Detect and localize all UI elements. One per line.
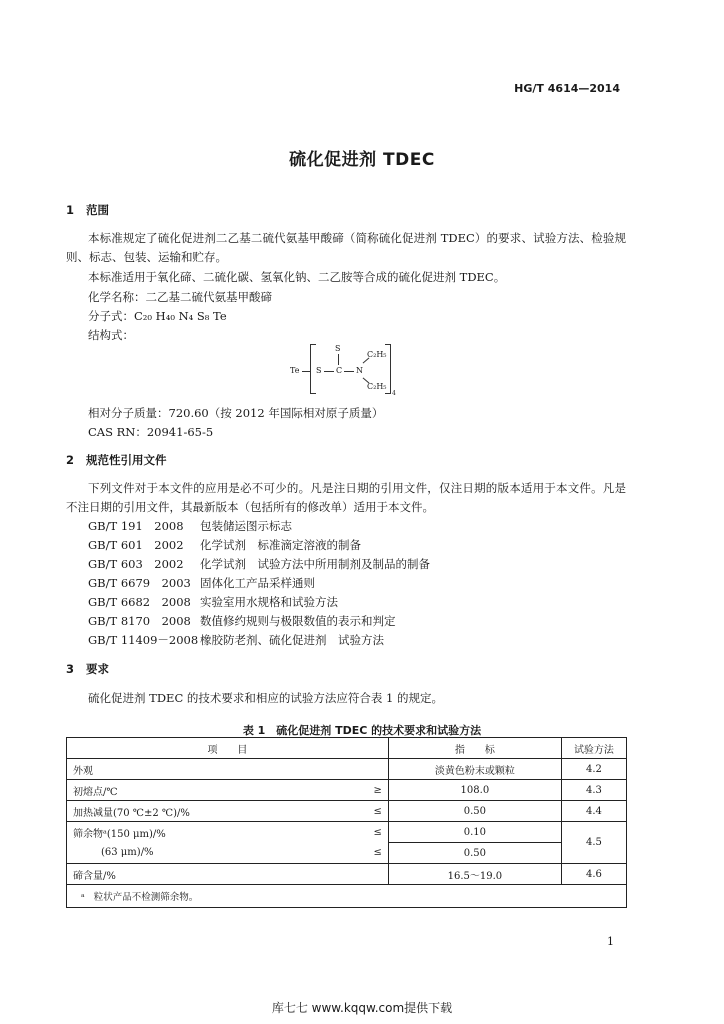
table-header-row	[67, 738, 627, 759]
reference-item	[88, 575, 315, 591]
document-title: 硫化促进剂 TDEC	[289, 150, 435, 170]
atom-te: Te	[290, 366, 300, 375]
item-cell: 初熔点/℃	[67, 780, 356, 801]
relation-cell: ≤	[356, 822, 389, 843]
page-number: 1	[607, 935, 614, 948]
reference-item	[88, 556, 430, 572]
reference-code: GB/T 11409－2008	[88, 633, 199, 647]
download-footer: 库七七 www.kqqw.com提供下载	[271, 1001, 453, 1015]
table-caption: 表 1 硫化促进剂 TDEC 的技术要求和试验方法	[242, 724, 482, 737]
item-cell: 外观	[67, 759, 356, 780]
atom-n: N	[356, 366, 363, 375]
bond-line	[344, 371, 354, 372]
section-2-heading	[66, 452, 167, 468]
structural-formula	[290, 342, 400, 400]
reference-item	[88, 594, 338, 610]
relation-cell	[356, 864, 389, 885]
standard-number: HG/T 4614—2014	[514, 82, 620, 95]
reference-code: GB/T 6679 2003	[88, 576, 191, 590]
formula-label: 分子式：	[88, 309, 134, 323]
subscript-4: 4	[392, 390, 396, 397]
atom-s: S	[316, 366, 322, 375]
table-row	[67, 780, 627, 801]
reference-item	[88, 518, 292, 534]
relation-cell: ≤	[356, 801, 389, 822]
reference-item	[88, 537, 361, 553]
section-3-heading	[66, 661, 109, 677]
column-header: 项 目	[67, 738, 389, 759]
reference-title: 数值修约规则与极限数值的表示和判定	[200, 614, 396, 628]
ethyl-group-top: C₂H₅	[367, 350, 387, 359]
reference-code: GB/T 603 2002	[88, 557, 184, 571]
value-cell: 淡黄色粉末或颗粒	[388, 759, 561, 780]
table-row	[67, 759, 627, 780]
requirements-paragraph: 硫化促进剂 TDEC 的技术要求和相应的试验方法应符合表 1 的规定。	[88, 691, 444, 705]
column-header: 试验方法	[561, 738, 626, 759]
reference-item	[88, 632, 384, 648]
chemical-name: 化学名称：二乙基二硫代氨基甲酸碲	[88, 290, 272, 304]
value-cell: 0.50	[388, 843, 561, 864]
method-cell: 4.2	[561, 759, 626, 780]
table-row	[67, 801, 627, 822]
method-cell: 4.6	[561, 864, 626, 885]
reference-title: 化学试剂 试验方法中所用制剂及制品的制备	[200, 557, 430, 571]
table-footnote	[67, 885, 627, 908]
value-cell: 108.0	[388, 780, 561, 801]
molecular-formula	[88, 308, 227, 324]
scope-paragraph-2: 本标准适用于氧化碲、二硫化碳、氢氧化钠、二乙胺等合成的硫化促进剂 TDEC。	[88, 270, 506, 284]
spec-table	[66, 737, 627, 908]
reference-code: GB/T 191 2008	[88, 519, 184, 533]
scope-paragraph-1: 本标准规定了硫化促进剂二乙基二硫代氨基甲酸碲（简称硫化促进剂 TDEC）的要求、试验方法、检验规则、标志、包装、运输和贮存。	[66, 231, 626, 264]
section-title: 要求	[86, 662, 109, 676]
bond-line	[302, 371, 310, 372]
footnote-text: 粒状产品不检测筛余物。	[93, 892, 199, 903]
table-footnote-row	[67, 885, 627, 908]
reference-title: 固体化工产品采样通则	[200, 576, 315, 590]
column-header: 指 标	[388, 738, 561, 759]
section-number: 1	[66, 203, 75, 217]
section-number: 2	[66, 453, 75, 467]
relation-cell: ≤	[356, 843, 389, 864]
footnote-mark: ᵃ	[81, 892, 85, 903]
method-cell: 4.5	[561, 822, 626, 864]
table-row	[67, 822, 627, 843]
cas-number: CAS RN：20941-65-5	[88, 425, 214, 439]
section-number: 3	[66, 662, 75, 676]
section-1-heading	[66, 202, 109, 218]
value-cell: 16.5～19.0	[388, 864, 561, 885]
item-cell: 筛余物ᵃ(150 μm)/%	[67, 822, 356, 843]
reference-title: 化学试剂 标准滴定溶液的制备	[200, 538, 361, 552]
reference-item	[88, 613, 396, 629]
item-cell: 加热减量(70 ℃±2 ℃)/%	[67, 801, 356, 822]
ethyl-group-bottom: C₂H₅	[367, 382, 387, 391]
value-cell: 0.10	[388, 822, 561, 843]
method-cell: 4.4	[561, 801, 626, 822]
relation-cell: ≥	[356, 780, 389, 801]
reference-code: GB/T 6682 2008	[88, 595, 191, 609]
table-row	[67, 864, 627, 885]
relation-cell	[356, 759, 389, 780]
reference-code: GB/T 8170 2008	[88, 614, 191, 628]
method-cell: 4.3	[561, 780, 626, 801]
atom-s-top: S	[335, 344, 341, 353]
item-cell: (63 μm)/%	[67, 843, 356, 864]
item-cell: 碲含量/%	[67, 864, 356, 885]
atom-c: C	[336, 366, 343, 375]
structure-label: 结构式：	[88, 328, 134, 342]
table-row	[67, 843, 627, 864]
value-cell: 0.50	[388, 801, 561, 822]
reference-title: 包装储运图示标志	[200, 519, 292, 533]
reference-title: 实验室用水规格和试验方法	[200, 595, 338, 609]
section-title: 规范性引用文件	[86, 453, 167, 467]
reference-title: 橡胶防老剂、硫化促进剂 试验方法	[200, 633, 384, 647]
section-title: 范围	[86, 203, 109, 217]
bond-line	[324, 371, 334, 372]
formula-value: C₂₀ H₄₀ N₄ S₈ Te	[134, 309, 227, 323]
molecular-weight: 相对分子质量：720.60（按 2012 年国际相对原子质量）	[88, 406, 384, 420]
reference-code: GB/T 601 2002	[88, 538, 184, 552]
double-bond-line	[338, 354, 339, 365]
references-paragraph: 下列文件对于本文件的应用是必不可少的。凡是注日期的引用文件，仅注日期的版本适用于本文件。凡是不注日期的引用文件，其最新版本（包括所有的修改单）适用于本文件。	[66, 481, 626, 514]
